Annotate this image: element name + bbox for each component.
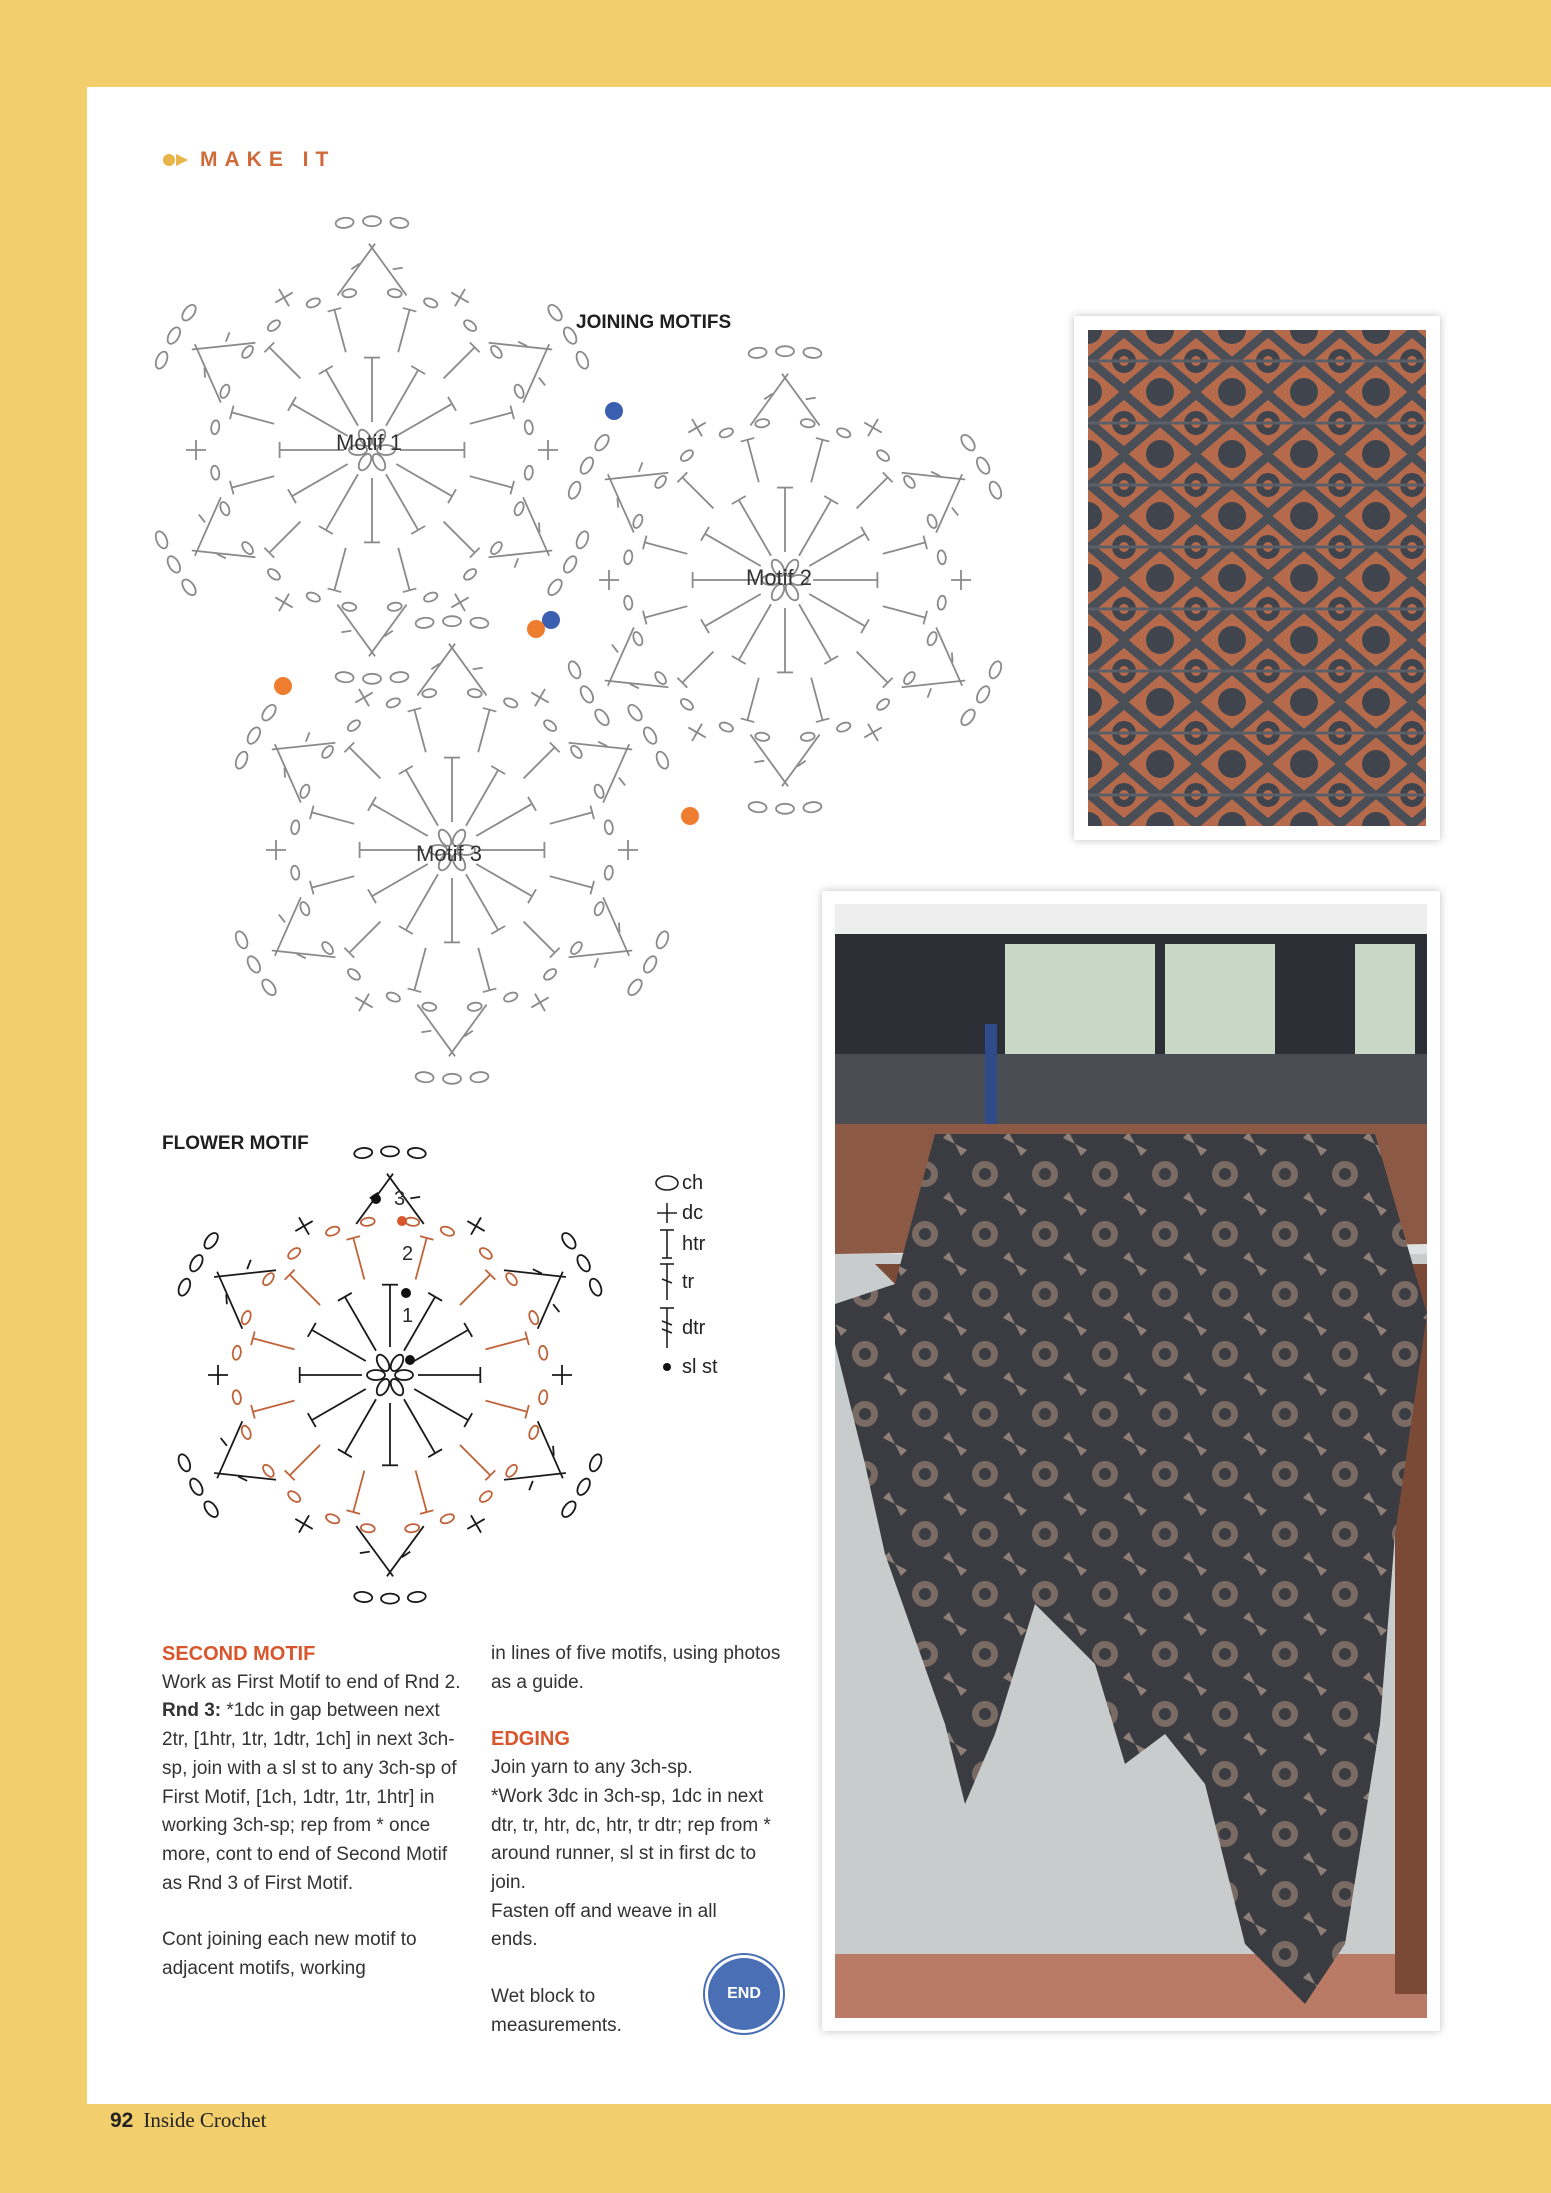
legend-item: tr xyxy=(652,1260,718,1304)
section-label: MAKE IT xyxy=(200,148,336,171)
second-motif-step-joining: Cont joining each new motif to adjacent motifs, working xyxy=(162,1929,417,1980)
join-point-dot xyxy=(274,677,292,695)
page-footer xyxy=(110,2108,266,2133)
chain-icon xyxy=(654,1174,680,1192)
motif-chart xyxy=(176,1146,604,1603)
motif-3-label: Motif 3 xyxy=(416,841,483,866)
join-point-dot xyxy=(542,611,560,629)
half-treble-icon xyxy=(654,1228,680,1260)
joining-continuation: in lines of five motifs, using photos as a guide. xyxy=(491,1643,781,1693)
edging-step-4: Wet block to measurements. xyxy=(491,1986,622,2036)
joining-motifs-title: JOINING MOTIFS xyxy=(576,312,732,333)
legend-item: dc xyxy=(652,1198,718,1228)
join-point-dot xyxy=(527,620,545,638)
slip-stitch-icon xyxy=(654,1358,680,1376)
second-motif-step-1: Work as First Motif to end of Rnd 2. xyxy=(162,1671,461,1693)
page-number: 92 xyxy=(110,2109,134,2132)
double-crochet-icon xyxy=(654,1201,680,1225)
legend-item: ch xyxy=(652,1168,718,1198)
end-badge: END xyxy=(708,1958,780,2030)
legend-item: sl st xyxy=(652,1352,718,1382)
second-motif-step-rnd3: Rnd 3: *1dc in gap between next 2tr, [1htr, 1tr, 1dtr, 1ch] in next 3ch-sp, join with a sl st to any 3ch-sp of First Motif, [1ch, 1dtr, 1tr, 1htr] in working 3ch-sp; rep from * once more, cont to end of Second Motif as Rnd 3 of First Motif. xyxy=(162,1700,457,1894)
join-point-dot xyxy=(681,807,699,825)
round-1-number: 1 xyxy=(402,1305,414,1327)
round-3-number: 3 xyxy=(394,1188,406,1210)
table-runner-photo-frame xyxy=(822,891,1440,2031)
arrow-icon xyxy=(162,152,190,168)
slip-stitch-dot xyxy=(371,1194,381,1204)
edging-heading: EDGING xyxy=(491,1728,570,1751)
second-motif-heading: SECOND MOTIF xyxy=(162,1643,316,1665)
flower-motif-title: FLOWER MOTIF xyxy=(162,1133,309,1154)
slip-stitch-dot xyxy=(401,1288,411,1298)
double-treble-icon xyxy=(654,1306,680,1350)
legend-item: dtr xyxy=(652,1304,718,1352)
motif-2-label: Motif 2 xyxy=(746,565,813,590)
edging-step-3: Fasten off and weave in all ends. xyxy=(491,1900,717,1951)
slip-stitch-dot xyxy=(397,1216,407,1226)
table-runner-photo xyxy=(835,904,1427,2018)
slip-stitch-dot xyxy=(405,1355,415,1365)
round-2-number: 2 xyxy=(402,1243,414,1265)
edging-step-1: Join yarn to any 3ch-sp. xyxy=(491,1757,693,1779)
section-tag xyxy=(162,148,335,172)
motif-1-label: Motif 1 xyxy=(336,430,403,455)
treble-icon xyxy=(654,1262,680,1302)
swatch-photo-frame xyxy=(1074,316,1440,840)
magazine-name: Inside Crochet xyxy=(143,2108,267,2132)
join-point-dot xyxy=(605,402,623,420)
stitch-legend xyxy=(652,1168,718,1382)
legend-item: htr xyxy=(652,1228,718,1260)
instructions-column-1 xyxy=(162,1640,462,1984)
swatch-closeup-photo xyxy=(1088,330,1426,826)
edging-step-2: *Work 3dc in 3ch-sp, 1dc in next dtr, tr, htr, dc, htr, tr dtr; rep from * around runner, sl st in first dc to join. xyxy=(491,1785,771,1893)
